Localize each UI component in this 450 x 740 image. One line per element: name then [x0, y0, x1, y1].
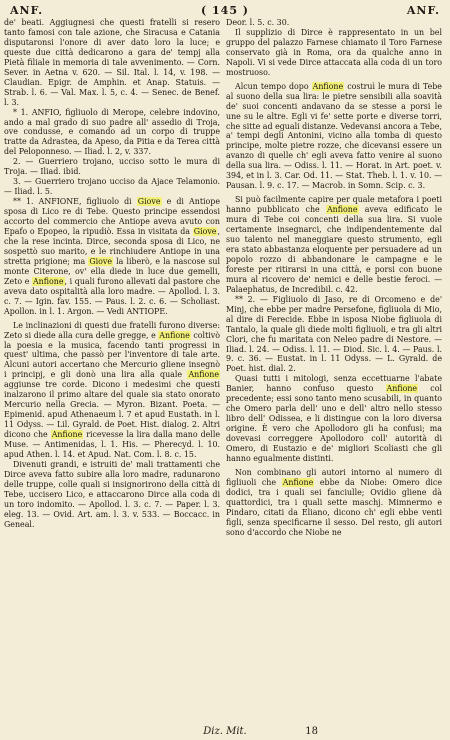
- paragraph: Il supplizio di Dirce è rappresentato in un bel gruppo del palazzo Farnese chiamato il Toro Farnese conservato già in Roma, ora da qualche anno in Napoli. Vi si vede Dirce attaccata alla coda di un toro mostruoso.: [226, 27, 442, 77]
- paragraph: Quasi tutti i mitologi, senza eccettuarne l'abate Banier, hanno confuso questo Anfione col precedente; essi sono tanto meno scusabili, in quanto che Omero parla dell' uno e dell' altro nello stesso libro dell' Odissea, e li distingue con la loro diversa origine. È vero che Apollodoro gli ha confusi; ma dovevasi correggere Apollodoro coll' autorità di Omero, di Eustazio e de' migliori Scoliasti che gli hanno egualmente distinti.: [226, 374, 442, 463]
- search-highlight: Giove: [137, 197, 161, 207]
- paragraph: Divenuti grandi, e istruiti de' mali trattamenti che Dirce aveva fatto subire alla loro madre, radunarono delle truppe, colle quali si insignorirono della città di Tebe, uccisero Lico, e attaccarono Dirce alla coda di un toro indomito. — Apollod. l. 3. c. 7. — Paper. l. 3. eleg. 13. — Ovid. Art. am. l. 3. v. 533. — Boccacc. in Geneal.: [4, 459, 220, 529]
- paragraph: 2. — Guerriero trojano, ucciso sotto le mura di Troja. — Iliad. ibid.: [4, 157, 220, 177]
- paragraph: ** 2. — Figliuolo di Jaso, re di Orcomeno e de' Minj, che ebbe per madre Persefone, figliuola di Mio, al dire di Ferecide. Ebbe in isposa Niobe figliuola di Tantalo, la quale gli diede molti figliuoli, e tra gli altri Clori, che fu maritata con Neleo padre di Nestore. — Iliad. l. 24. — Odiss. l. 11. — Diod. Sic. l. 4. — Paus. l. 9. c. 36. — Eustat. in l. 11 Odyss. — L. Gyrald. de Poet. hist. dial. 2.: [226, 294, 442, 374]
- search-highlight: Giove: [89, 256, 113, 266]
- search-highlight: Giove: [193, 227, 217, 237]
- paragraph: Non combinano gli autori intorno al numero di figliuoli che Anfione ebbe da Niobe: Omero dice dodici, tra i quali sei fanciulle; Ovidio gliene dà quattordici, tra i quali sette maschj. Mimnermo e Pindaro, citati da Eliano, dicono ch' egli ebbe venti figli, senza specificarne il sesso. Del resto, gli autori sono d'accordo che Niobe ne: [226, 467, 442, 537]
- running-head-left: ANF.: [10, 4, 44, 17]
- paragraph: Alcun tempo dopo Anfione costruì le mura di Tebe al suono della sua lira: le pietre sensibili alla soavità de' suoi concenti andavano da se stesse a porsi le une su le altre. Egli vi fe' sette porte e diverse torri, che sitte ad eguali distanze. Vedevansi ancora a Tebe, a' tempi degli Antonini, vicino alla tomba di questo principe, molte pietre rozze, che dicevansi essere un avanzo di quelle ch' egli aveva fatto venire al suono della sua lira. — Odiss. l. 11. — Horat. in Art. poet. v. 394, et in l. 3. Car. Od. 11. — Stat. Theb. l. 1. v. 10. — Pausan. l. 9. c. 17. — Macrob. in Somn. Scip. c. 3.: [226, 81, 442, 191]
- page-footer: [0, 726, 450, 739]
- paragraph: * 1. ANFIO, figliuolo di Merope, celebre indovino, ando a mal grado di suo padre all' assedio di Troja, ove condusse, e comando ad un corpo di truppe tratte da Adrastea, da Apeso, da Pitia e da Terea città del Peloponneso. — Iliad. l. 2, v. 337.: [4, 107, 220, 157]
- paragraph: de' beati. Aggiugnesi che questi fratelli si resero tanto famosi con tale azione, che Siracusa e Catania disputaronsi l'onore di aver dato loro la luce; e queste due città dedicarono a gara de' tempj alla Pietà filiale in memoria di tale avvenimento. — Corn. Sever. in Aetna v. 620. — Sil. Ital. l. 14, v. 198. — Claudian. Epigr. de Amphin. et Anap. Statuis. — Strab. l. 6. — Val. Max. l. 5, c. 4. — Senec. de Benef. l. 3.: [4, 18, 220, 107]
- search-highlight: Anfione: [386, 384, 418, 394]
- search-highlight: Anfione: [159, 330, 190, 340]
- paragraph: Si può facilmente capire per quale metafora i poeti hanno pubblicato che Anfione aveva edificato le mura di Tebe coi concenti della sua lira. Si vuole certamente insegnarci, che indipendentemente dal suo talento nel maneggiare questo strumento, egli era stato abbastanza eloquente per persuadere ad un popolo rozzo di abbandonare le campagne e le foreste per ritirarsi in una città, e porsi con buone mura al ricovero de' nemici e delle bestie feroci. — Palaephatus, de Incredibil. c. 42.: [226, 195, 442, 294]
- paragraph: ** 1. ANFIONE, figliuolo di Giove e di Antiope sposa di Lico re di Tebe. Questo principe essendosi accorto del commercio che Antiope aveva avuto con Epafo o Epopeo, la ripudiò. Essa in visitata da Giove, che la rese incinta. Dirce, seconda sposa di Lico, ne sospettò suo marito, e le rinchiudere Antiope in una stretta prigione; ma Giove la liberò, e la nascose sul monte Citerone, ov' ella diede in luce due gemelli, Zeto e Anfione, i quali furono allevati dal pastore che aveva dato ospitalità alla loro madre. — Apollod. l. 3. c. 7. — Igin. fav. 155. — Paus. l. 2. c. 6. — Scholiast. Apollon. in l. 1. Argon. — Vedi ANTIOPE.: [4, 197, 220, 316]
- running-head-right: ANF.: [406, 4, 440, 17]
- search-highlight: Anfione: [326, 205, 358, 215]
- signature-mark: 18: [305, 726, 318, 737]
- paragraph: 3. — Guerriero trojano ucciso da Ajace Telamonio. — Iliad. l. 5.: [4, 177, 220, 197]
- paragraph: Deor. l. 5. c. 30.: [226, 18, 290, 27]
- page-header: [10, 4, 440, 18]
- search-highlight: Anfione: [282, 477, 314, 487]
- left-column: [4, 18, 220, 726]
- search-highlight: Anfione: [51, 430, 83, 440]
- page-number: ( 145 ): [200, 4, 250, 17]
- search-highlight: Anfione: [312, 81, 344, 91]
- footer-title: Diz. Mit.: [203, 726, 247, 737]
- search-highlight: Anfione: [188, 370, 219, 380]
- paragraph: Le inclinazioni di questi due fratelli furono diverse: Zeto si diede alla cura delle gregge, e Anfione coltivò la poesia e la musica, facendo tanti progressi in quest' ultima, che passò per l'inventore di tale arte. Alcuni autori accertano che Mercurio gliene insegnò i principj, e gli donò una lira alla quale Anfione aggiunse tre corde. Dicono i medesimi che questi inalzarono il primo altare del quale sia stato onorato Mercurio nella Grecia. — Myron. Bizant. Poeta. — Epimenid. apud Athenaeum l. 7 et apud Eustath. in l. 11 Odyss. — Lil. Gyrald. de Poet. Hist. dialog. 2. Altri dicono che Anfione ricevesse la lira dalla mano delle Muse. — Antimenidas, l. 1. His. — Pherecyd. l. 10. apud Athen. l. 14. et Apud. Nat. Com. l. 8. c. 15.: [4, 320, 220, 459]
- search-highlight: Anfione: [32, 276, 64, 286]
- right-column: [226, 18, 442, 726]
- text-columns: [4, 18, 446, 726]
